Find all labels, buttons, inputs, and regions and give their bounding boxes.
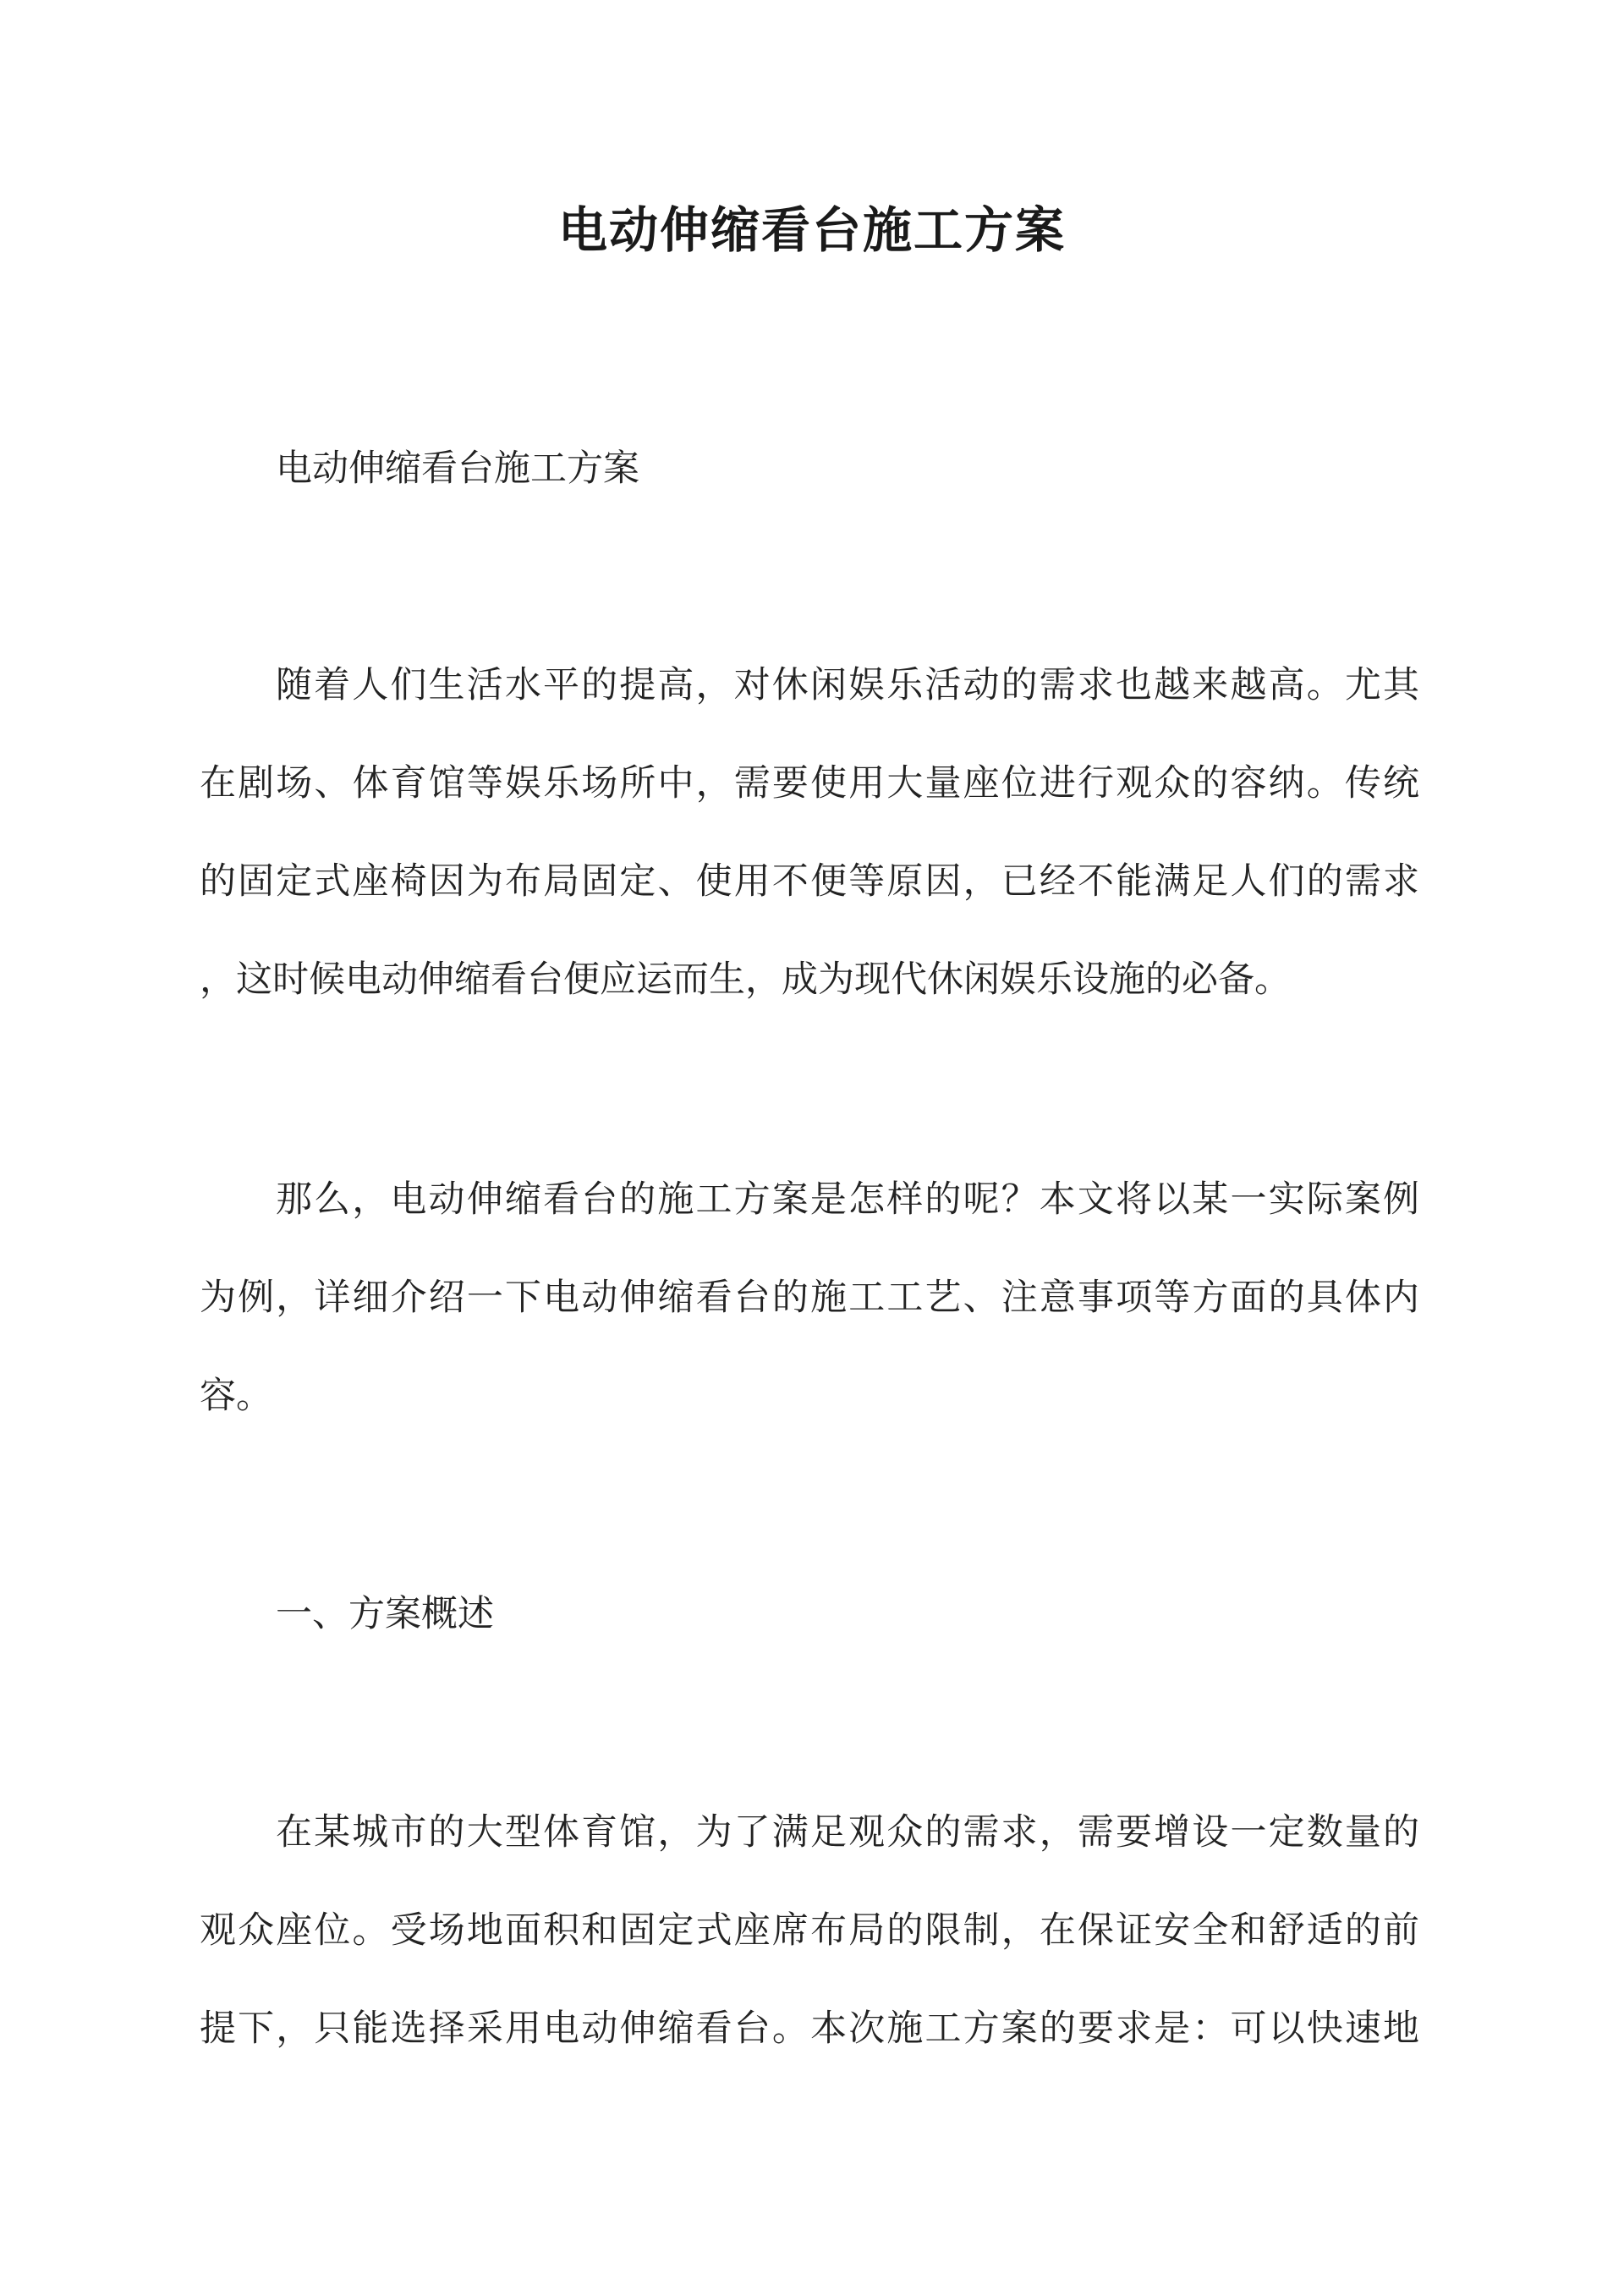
- document-title: 电动伸缩看台施工方案: [557, 201, 1066, 259]
- document-subtitle: 电动伸缩看台施工方案: [276, 448, 639, 490]
- paragraph-1-line-2: 在剧场、体育馆等娱乐场所中，需要使用大量座位进行观众的容纳。传统: [200, 762, 1419, 805]
- paragraph-2-line-1: 那么，电动伸缩看台的施工方案是怎样的呢？本文将以某一实际案例: [276, 1178, 1419, 1221]
- paragraph-2-line-3: 容。: [200, 1375, 272, 1417]
- paragraph-1-line-4: ，这时候电动伸缩看台便应运而生，成为现代休闲娱乐设施的必备。: [200, 958, 1291, 1001]
- paragraph-1-line-3: 的固定式座椅因为布局固定、使用不便等原因，已经不能满足人们的需求: [200, 860, 1419, 903]
- paragraph-3-line-1: 在某城市的大型体育馆，为了满足观众的需求，需要增设一定数量的: [276, 1811, 1419, 1854]
- paragraph-3-line-2: 观众座位。受场地面积和固定式座席布局的限制，在保证安全和舒适的前: [200, 1909, 1419, 1952]
- paragraph-1-line-1: 随着人们生活水平的提高，对休闲娱乐活动的需求也越来越高。尤其: [276, 664, 1419, 706]
- paragraph-2-line-2: 为例，详细介绍一下电动伸缩看台的施工工艺、注意事项等方面的具体内: [200, 1277, 1419, 1319]
- section-heading-1: 一、方案概述: [276, 1593, 494, 1635]
- paragraph-3-line-3: 提下，只能选择采用电动伸缩看台。本次施工方案的要求是：可以快速地: [200, 2008, 1419, 2050]
